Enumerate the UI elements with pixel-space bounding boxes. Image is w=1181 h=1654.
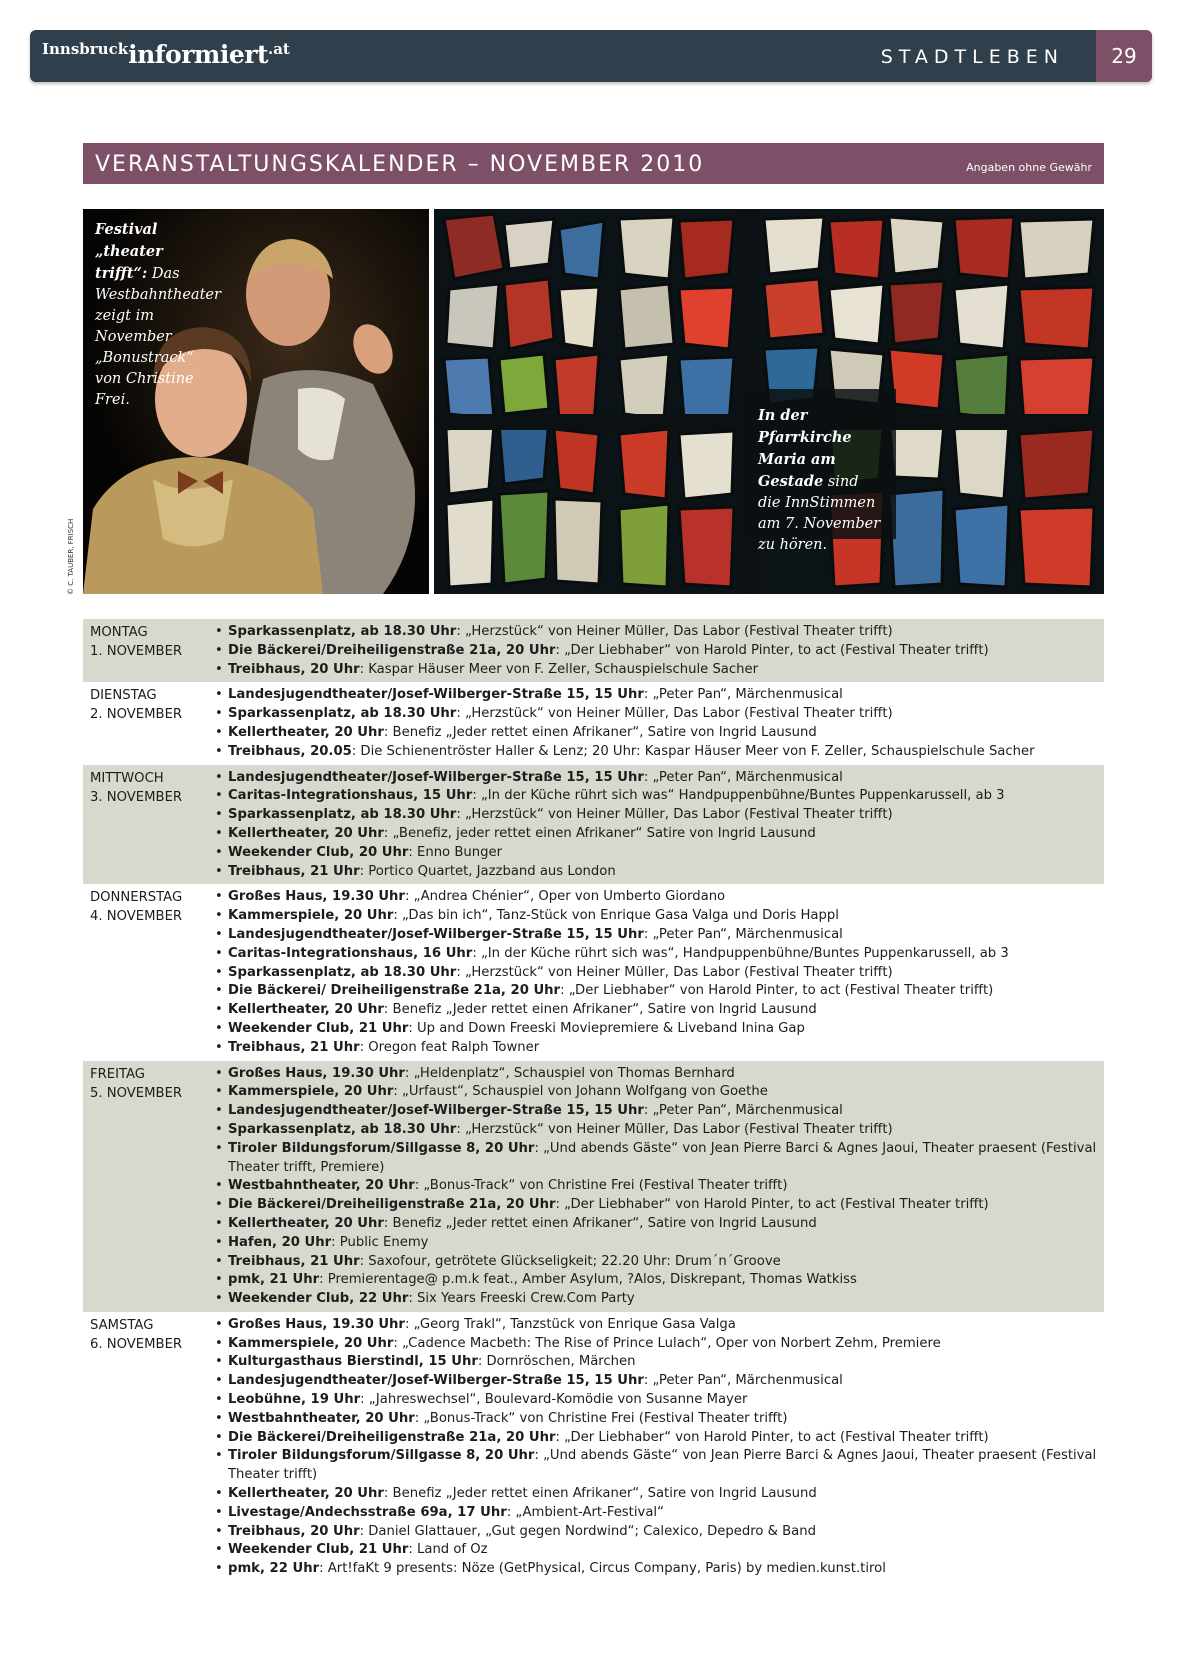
- event-venue: Weekender Club, 21 Uhr: [228, 1542, 409, 1558]
- event-venue: Landesjugendtheater/Josef-Wilberger-Straße 15, 15 Uhr: [228, 926, 644, 942]
- date: 6. NOVEMBER: [90, 1336, 183, 1352]
- event-venue: Westbahntheater, 20 Uhr: [228, 1178, 415, 1194]
- day-label: [83, 1065, 213, 1309]
- event-item: [213, 1083, 1097, 1102]
- date: 3. NOVEMBER: [90, 789, 183, 805]
- event-venue: Landesjugendtheater/Josef-Wilberger-Straße 15, 15 Uhr: [228, 769, 644, 785]
- event-description: : „Peter Pan“, Märchenmusical: [643, 1103, 843, 1119]
- event-venue: Tiroler Bildungsforum/Sillgasse 8, 20 Uhr: [228, 1448, 535, 1464]
- logo-prefix: Innsbruck: [42, 40, 129, 58]
- event-venue: Caritas-Integrationshaus, 15 Uhr: [228, 788, 473, 804]
- event-venue: Leobühne, 19 Uhr: [228, 1392, 361, 1408]
- event-description: : Benefiz „Jeder rettet einen Afrikaner“, Satire von Ingrid Lausund: [383, 724, 817, 740]
- event-venue: Landesjugendtheater/Josef-Wilberger-Straße 15, 15 Uhr: [228, 1103, 644, 1119]
- event-item: [213, 1560, 1097, 1579]
- event-item: [213, 1391, 1097, 1410]
- event-item: [213, 787, 1097, 806]
- event-item: [213, 1410, 1097, 1429]
- event-venue: Die Bäckerei/ Dreiheiligenstraße 21a, 20 Uhr: [228, 983, 561, 999]
- event-list: [213, 686, 1097, 761]
- section-title: STADTLEBEN: [880, 46, 1064, 68]
- event-description: : „Peter Pan“, Märchenmusical: [643, 687, 843, 703]
- weekday: FREITAG: [90, 1066, 146, 1082]
- event-item: [213, 724, 1097, 743]
- day-row: [83, 1312, 1104, 1582]
- event-item: [213, 1429, 1097, 1448]
- event-venue: Landesjugendtheater/Josef-Wilberger-Straße 15, 15 Uhr: [228, 687, 644, 703]
- event-venue: Kammerspiele, 20 Uhr: [228, 1335, 394, 1351]
- logo-suffix: .at: [267, 40, 290, 58]
- event-description: : Portico Quartet, Jazzband aus London: [359, 863, 616, 879]
- event-description: : „Herzstück“ von Heiner Müller, Das Labor (Festival Theater trifft): [456, 706, 893, 722]
- event-description: : „Andrea Chénier“, Oper von Umberto Giordano: [404, 889, 726, 905]
- day-row: [83, 619, 1104, 682]
- event-description: : „Ambient-Art-Festival“: [506, 1504, 664, 1520]
- event-description: : „Herzstück“ von Heiner Müller, Das Labor (Festival Theater trifft): [456, 807, 893, 823]
- event-description: : „Peter Pan“, Märchenmusical: [643, 1373, 843, 1389]
- event-description: : „Und abends Gäste“ von Jean Pierre Barci & Agnes Jaoui, Theater praesent (Festival Theater trifft): [228, 1448, 1097, 1483]
- event-venue: Die Bäckerei/Dreiheiligenstraße 21a, 20 Uhr: [228, 642, 556, 658]
- event-description: : Dornröschen, Märchen: [477, 1354, 636, 1370]
- event-description: : „Das bin ich“, Tanz-Stück von Enrique Gasa Valga und Doris Happl: [393, 908, 839, 924]
- event-item: [213, 1523, 1097, 1542]
- event-item: [213, 1316, 1097, 1335]
- event-venue: Treibhaus, 20 Uhr: [228, 661, 360, 677]
- event-item: [213, 1504, 1097, 1523]
- day-label: [83, 1316, 213, 1579]
- event-item: [213, 686, 1097, 705]
- event-description: : „In der Küche rührt sich was“, Handpuppenbühne/Buntes Puppenkarussell, ab 3: [472, 945, 1009, 961]
- event-item: [213, 844, 1097, 863]
- weekday: DONNERSTAG: [90, 890, 183, 906]
- event-description: : „Herzstück“ von Heiner Müller, Das Labor (Festival Theater trifft): [456, 624, 893, 639]
- event-venue: Weekender Club, 21 Uhr: [228, 1020, 409, 1036]
- weekday: MITTWOCH: [90, 770, 164, 786]
- left-caption-bold: Festival „theater trifft“:: [95, 221, 163, 282]
- event-venue: Großes Haus, 19.30 Uhr: [228, 1316, 405, 1332]
- event-list: [213, 623, 1097, 679]
- event-item: [213, 945, 1097, 964]
- event-description: : „Herzstück“ von Heiner Müller, Das Labor (Festival Theater trifft): [456, 964, 893, 980]
- event-venue: Kellertheater, 20 Uhr: [228, 1002, 384, 1018]
- event-item: [213, 1253, 1097, 1272]
- event-item: [213, 888, 1097, 907]
- event-venue: Sparkassenplatz, ab 18.30 Uhr: [228, 706, 457, 722]
- event-description: : Up and Down Freeski Moviepremiere & Liveband Inina Gap: [408, 1020, 805, 1036]
- event-venue: Die Bäckerei/Dreiheiligenstraße 21a, 20 Uhr: [228, 1197, 556, 1213]
- event-item: [213, 926, 1097, 945]
- photo-credit: © C. TAUBER, FRISCH: [67, 518, 75, 595]
- date: 5. NOVEMBER: [90, 1085, 183, 1101]
- weekday: DIENSTAG: [90, 688, 157, 704]
- event-item: [213, 825, 1097, 844]
- event-venue: Kellertheater, 20 Uhr: [228, 1215, 384, 1231]
- event-list: [213, 888, 1097, 1057]
- left-photo-caption: [95, 219, 220, 411]
- weekday: SAMSTAG: [90, 1317, 154, 1333]
- event-venue: Treibhaus, 20.05: [228, 743, 352, 759]
- masthead: [30, 30, 1152, 82]
- event-venue: Kellertheater, 20 Uhr: [228, 1486, 384, 1502]
- event-description: : „In der Küche rührt sich was“ Handpuppenbühne/Buntes Puppenkarussell, ab 3: [472, 788, 1005, 804]
- event-venue: Treibhaus, 21 Uhr: [228, 1253, 360, 1269]
- event-item: [213, 863, 1097, 882]
- event-description: : Kaspar Häuser Meer von F. Zeller, Schauspielschule Sacher: [359, 661, 759, 677]
- event-item: [213, 1039, 1097, 1058]
- event-item: [213, 964, 1097, 983]
- event-item: [213, 705, 1097, 724]
- logo-main: informiert: [128, 40, 268, 69]
- event-description: : Benefiz „Jeder rettet einen Afrikaner“, Satire von Ingrid Lausund: [383, 1002, 817, 1018]
- event-description: : „Peter Pan“, Märchenmusical: [643, 769, 843, 785]
- event-item: [213, 1447, 1097, 1485]
- event-item: [213, 1177, 1097, 1196]
- event-description: : Public Enemy: [331, 1234, 429, 1250]
- event-venue: Kammerspiele, 20 Uhr: [228, 1084, 394, 1100]
- day-row: [83, 765, 1104, 885]
- event-venue: Sparkassenplatz, ab 18.30 Uhr: [228, 1121, 457, 1137]
- event-description: : Benefiz „Jeder rettet einen Afrikaner“, Satire von Ingrid Lausund: [383, 1486, 817, 1502]
- day-label: [83, 888, 213, 1057]
- event-venue: Weekender Club, 22 Uhr: [228, 1291, 409, 1307]
- event-description: : Daniel Glattauer, „Gut gegen Nordwind“; Calexico, Depedro & Band: [359, 1523, 816, 1539]
- event-description: : Die Schienentröster Haller & Lenz; 20 Uhr: Kaspar Häuser Meer von F. Zeller, Schauspielschule Sacher: [351, 743, 1035, 759]
- event-list: [213, 1316, 1097, 1579]
- event-description: : Six Years Freeski Crew.Com Party: [408, 1291, 635, 1307]
- right-caption-bold: In der Pfarrkirche Maria am Gestade: [758, 407, 852, 490]
- event-description: : Oregon feat Ralph Towner: [359, 1039, 540, 1055]
- event-venue: Kammerspiele, 20 Uhr: [228, 908, 394, 924]
- event-venue: Großes Haus, 19.30 Uhr: [228, 1065, 405, 1081]
- event-venue: Landesjugendtheater/Josef-Wilberger-Straße 15, 15 Uhr: [228, 1373, 644, 1389]
- event-venue: Weekender Club, 20 Uhr: [228, 844, 409, 860]
- event-item: [213, 1102, 1097, 1121]
- event-item: [213, 806, 1097, 825]
- event-item: [213, 1001, 1097, 1020]
- day-row: [83, 1061, 1104, 1312]
- event-venue: Sparkassenplatz, ab 18.30 Uhr: [228, 807, 457, 823]
- page-number: 29: [1096, 30, 1152, 82]
- event-item: [213, 1215, 1097, 1234]
- event-item: [213, 1353, 1097, 1372]
- event-item: [213, 1140, 1097, 1178]
- event-item: [213, 1541, 1097, 1560]
- event-description: : „Bonus-Track“ von Christine Frei (Festival Theater trifft): [414, 1410, 788, 1426]
- event-item: [213, 769, 1097, 788]
- event-item: [213, 623, 1097, 642]
- event-venue: Westbahntheater, 20 Uhr: [228, 1410, 415, 1426]
- event-list: [213, 1065, 1097, 1309]
- event-item: [213, 1121, 1097, 1140]
- event-item: [213, 1485, 1097, 1504]
- event-item: [213, 1271, 1097, 1290]
- logo[interactable]: [42, 40, 290, 69]
- event-description: : Benefiz „Jeder rettet einen Afrikaner“, Satire von Ingrid Lausund: [383, 1215, 817, 1231]
- event-venue: Livestage/Andechsstraße 69a, 17 Uhr: [228, 1504, 507, 1520]
- event-description: : „Urfaust“, Schauspiel von Johann Wolfgang von Goethe: [393, 1084, 768, 1100]
- event-item: [213, 1020, 1097, 1039]
- event-item: [213, 1290, 1097, 1309]
- event-venue: pmk, 21 Uhr: [228, 1272, 320, 1288]
- event-venue: Treibhaus, 20 Uhr: [228, 1523, 360, 1539]
- page-title: VERANSTALTUNGSKALENDER – NOVEMBER 2010: [95, 152, 705, 177]
- event-item: [213, 1335, 1097, 1354]
- event-list: [213, 769, 1097, 882]
- event-venue: Tiroler Bildungsforum/Sillgasse 8, 20 Uhr: [228, 1140, 535, 1156]
- disclaimer: Angaben ohne Gewähr: [966, 161, 1092, 174]
- event-item: [213, 661, 1097, 680]
- event-description: : Saxofour, getrötete Glückseligkeit; 22.20 Uhr: Drum´n´Groove: [359, 1253, 781, 1269]
- event-item: [213, 642, 1097, 661]
- event-item: [213, 1065, 1097, 1084]
- event-description: : Land of Oz: [408, 1542, 488, 1558]
- event-calendar: [83, 619, 1104, 1582]
- event-venue: Treibhaus, 21 Uhr: [228, 863, 360, 879]
- event-description: : „Benefiz, jeder rettet einen Afrikaner“ Satire von Ingrid Lausund: [383, 825, 816, 841]
- right-photo-caption: [758, 405, 883, 556]
- event-venue: Kulturgasthaus Bierstindl, 15 Uhr: [228, 1354, 478, 1370]
- event-venue: Sparkassenplatz, ab 18.30 Uhr: [228, 624, 457, 639]
- date: 2. NOVEMBER: [90, 707, 183, 723]
- event-description: : Art!faKt 9 presents: Nöze (GetPhysical, Circus Company, Paris) by medien.kunst.tirol: [319, 1561, 886, 1577]
- event-description: : „Peter Pan“, Märchenmusical: [643, 926, 843, 942]
- event-venue: Kellertheater, 20 Uhr: [228, 724, 384, 740]
- theater-photo: [83, 209, 429, 594]
- event-description: : „Georg Trakl“, Tanzstück von Enrique Gasa Valga: [404, 1316, 736, 1332]
- event-description: : Enno Bunger: [408, 844, 502, 860]
- event-description: : „Der Liebhaber“ von Harold Pinter, to act (Festival Theater trifft): [555, 1429, 989, 1445]
- event-description: : „Heldenplatz“, Schauspiel von Thomas Bernhard: [404, 1065, 735, 1081]
- event-venue: Treibhaus, 21 Uhr: [228, 1039, 360, 1055]
- event-description: : „Der Liebhaber“ von Harold Pinter, to act (Festival Theater trifft): [555, 1197, 989, 1213]
- event-description: : „Jahreswechsel“, Boulevard-Komödie von Susanne Mayer: [360, 1392, 748, 1408]
- left-caption-text: Das Westbahntheater zeigt im November „Bonustrack“ von Christine Frei.: [95, 266, 221, 408]
- day-row: [83, 884, 1104, 1060]
- event-venue: Sparkassenplatz, ab 18.30 Uhr: [228, 964, 457, 980]
- right-caption-text: sind die InnStimmen am 7. November zu hören.: [758, 474, 881, 553]
- event-item: [213, 1196, 1097, 1215]
- event-description: : Premierentage@ p.m.k feat., Amber Asylum, ?Alos, Diskrepant, Thomas Watkiss: [319, 1272, 857, 1288]
- event-description: : „Herzstück“ von Heiner Müller, Das Labor (Festival Theater trifft): [456, 1121, 893, 1137]
- event-venue: Caritas-Integrationshaus, 16 Uhr: [228, 945, 473, 961]
- day-row: [83, 682, 1104, 764]
- calendar-title-bar: [83, 143, 1104, 184]
- event-item: [213, 1234, 1097, 1253]
- stained-glass-photo: [434, 209, 1104, 594]
- event-description: : „Und abends Gäste“ von Jean Pierre Barci & Agnes Jaoui, Theater praesent (Festival Theater trifft, Premiere): [228, 1140, 1097, 1175]
- event-description: : „Bonus-Track“ von Christine Frei (Festival Theater trifft): [414, 1178, 788, 1194]
- day-label: [83, 623, 213, 679]
- day-label: [83, 769, 213, 882]
- day-label: [83, 686, 213, 761]
- event-venue: pmk, 22 Uhr: [228, 1561, 320, 1577]
- date: 1. NOVEMBER: [90, 644, 183, 659]
- event-description: : „Cadence Macbeth: The Rise of Prince Lulach“, Oper von Norbert Zehm, Premiere: [393, 1335, 941, 1351]
- event-venue: Großes Haus, 19.30 Uhr: [228, 889, 405, 905]
- event-venue: Kellertheater, 20 Uhr: [228, 825, 384, 841]
- date: 4. NOVEMBER: [90, 909, 183, 925]
- event-venue: Hafen, 20 Uhr: [228, 1234, 332, 1250]
- event-item: [213, 907, 1097, 926]
- weekday: MONTAG: [90, 625, 148, 640]
- event-description: : „Der Liebhaber“ von Harold Pinter, to act (Festival Theater trifft): [555, 642, 989, 658]
- event-item: [213, 982, 1097, 1001]
- event-description: : „Der Liebhaber“ von Harold Pinter, to act (Festival Theater trifft): [560, 983, 994, 999]
- event-item: [213, 743, 1097, 762]
- event-item: [213, 1372, 1097, 1391]
- event-venue: Die Bäckerei/Dreiheiligenstraße 21a, 20 Uhr: [228, 1429, 556, 1445]
